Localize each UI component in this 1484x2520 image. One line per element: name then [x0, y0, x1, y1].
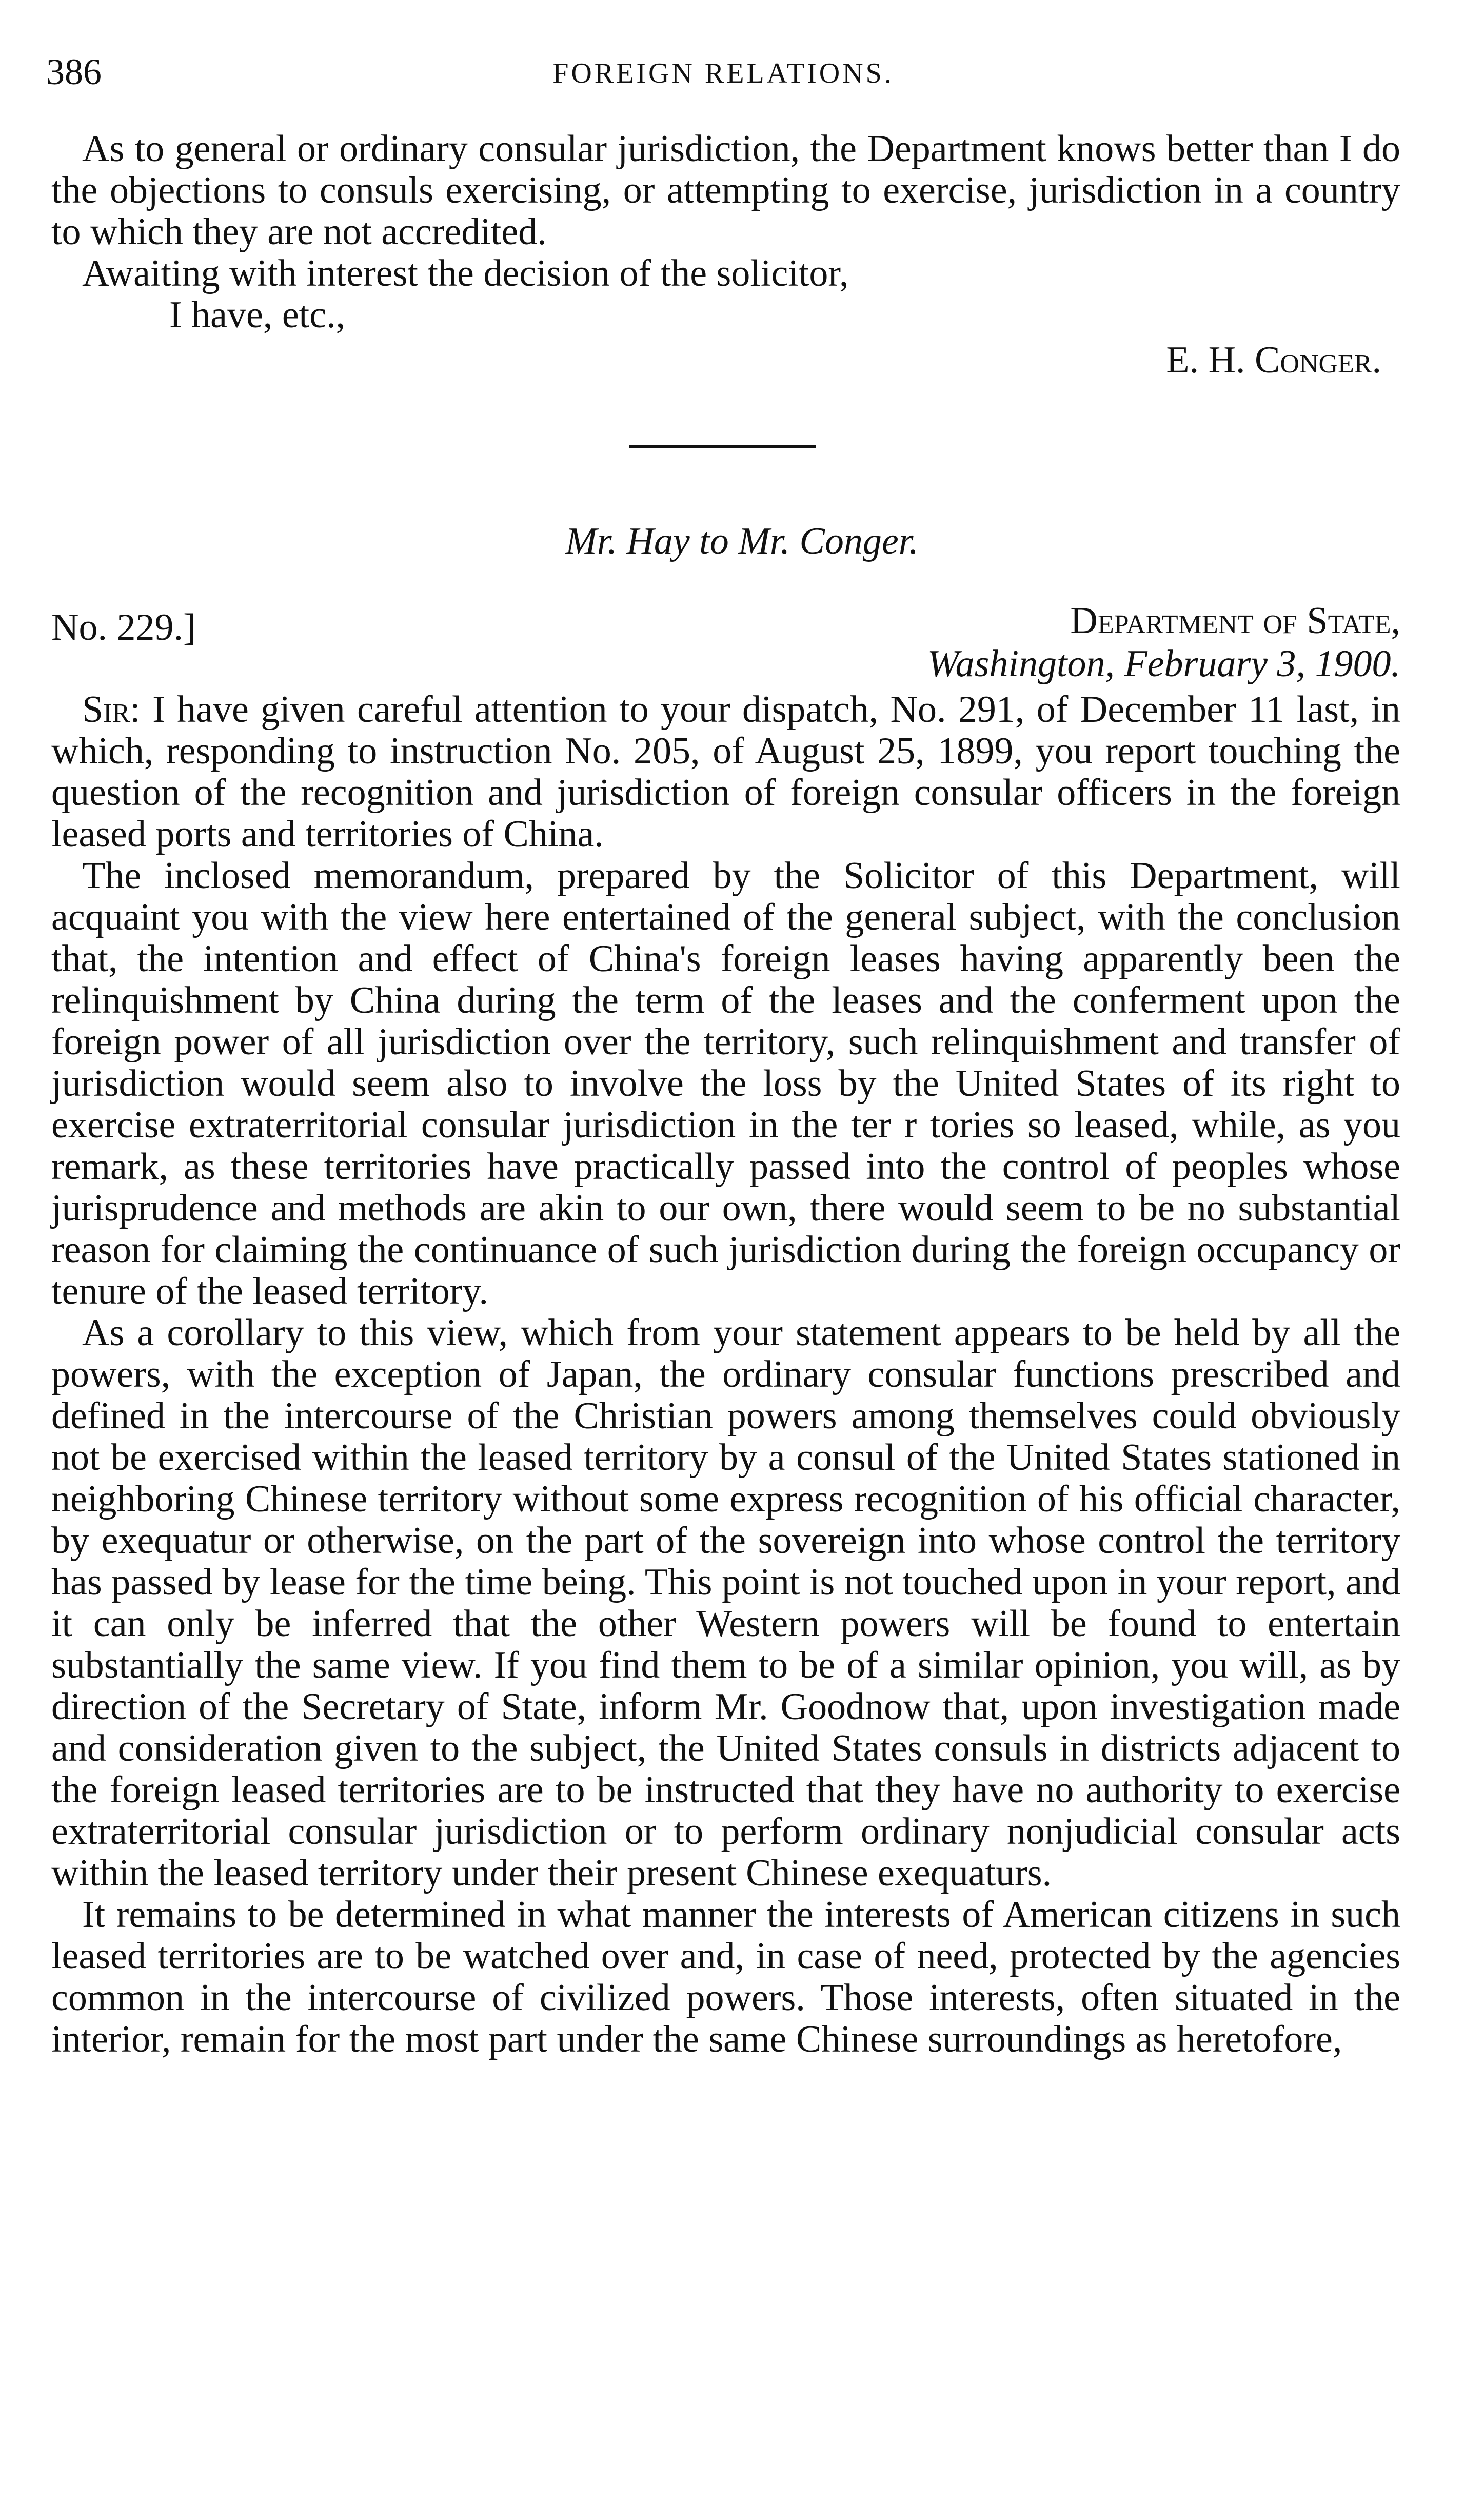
signer-signature: E. H. Conger. [1166, 339, 1381, 381]
letter-paragraph-4: It remains to be determined in what manner the interests of American citizens in such leased territories are to be watched over and, in case of need, protected by the agencies common in the intercourse of civilized powers. Those interests, often situated in the interior, remain for the most part under the same Chinese surroundings as heretofore, [51, 1894, 1400, 2060]
place-and-date: Washington, February 3, 1900. [927, 643, 1400, 685]
paragraph-1-text: I have given careful attention to your dispatch, No. 291, of December 11 last, in which, responding to instruction No. 205, of August 25, 1899, you report touching the question of the recognition and jurisdiction of foreign consular officers in the foreign leased ports and territories of China. [51, 688, 1401, 855]
section-divider [629, 445, 816, 448]
letter-body [51, 689, 1400, 2060]
awaiting-line: Awaiting with interest the decision of the solicitor, [82, 252, 849, 294]
preceding-letter-text [51, 128, 1400, 336]
instruction-number: No. 229.] [51, 606, 196, 648]
salutation: Sir: [82, 688, 141, 731]
running-title: FOREIGN RELATIONS. [552, 57, 894, 89]
department-name: Department of State, [1070, 600, 1400, 642]
page-number: 386 [46, 51, 102, 92]
letter-paragraph-3: As a corollary to this view, which from your statement appears to be held by all the powers, with the exception of Japan, the ordinary consular functions prescribed and defined in the intercourse of the Christian powers among themselves could obviously not be exercised within the leased territory by a consul of the United States stationed in neighboring Chinese territory without some express recognition of his official character, by exequatur or otherwise, on the part of the sovereign into whose control the territory has passed by lease for the time being. This point is not touched upon in your report, and it can only be inferred that the other Western powers will be found to entertain substantially the same view. If you find them to be of a similar opinion, you will, as by direction of the Secretary of State, inform Mr. Goodnow that, upon investigation made and consideration given to the subject, the United States consuls in districts adjacent to the foreign leased territories are to be instructed that they have no authority to exercise extraterritorial consular jurisdiction or to perform ordinary nonjudicial consular acts within the leased territory under their present Chinese exequaturs. [51, 1312, 1400, 1894]
letter-heading: Mr. Hay to Mr. Conger. [565, 520, 919, 562]
page-header [46, 49, 1400, 95]
letter-paragraph-2: The inclosed memorandum, prepared by the Solicitor of this Department, will acquaint you with the view here entertained of the general subject, with the conclusion that, the intention and effect of China's foreign leases having apparently been the relinquishment by China during the term of the leases and the conferment upon the foreign power of all jurisdiction over the territory, such relinquishment and transfer of jurisdiction would seem also to involve the loss by the United States of its right to exercise extraterritorial consular jurisdiction in the ter r tories so leased, while, as you remark, as these territories have practically passed into the control of peoples whose jurisprudence and methods are akin to our own, there would seem to be no substantial reason for claiming the continuance of such jurisdiction during the foreign occupancy or tenure of the leased territory. [51, 855, 1400, 1312]
letter-paragraph-1 [51, 689, 1400, 855]
sign-off: I have, etc., [169, 294, 346, 336]
closing-paragraph: As to general or ordinary consular jurisdiction, the Department knows better than I do the objections to consuls exercising, or attempting to exercise, jurisdiction in a country to which they are not accredited. [51, 128, 1400, 253]
dateline [927, 599, 1400, 685]
